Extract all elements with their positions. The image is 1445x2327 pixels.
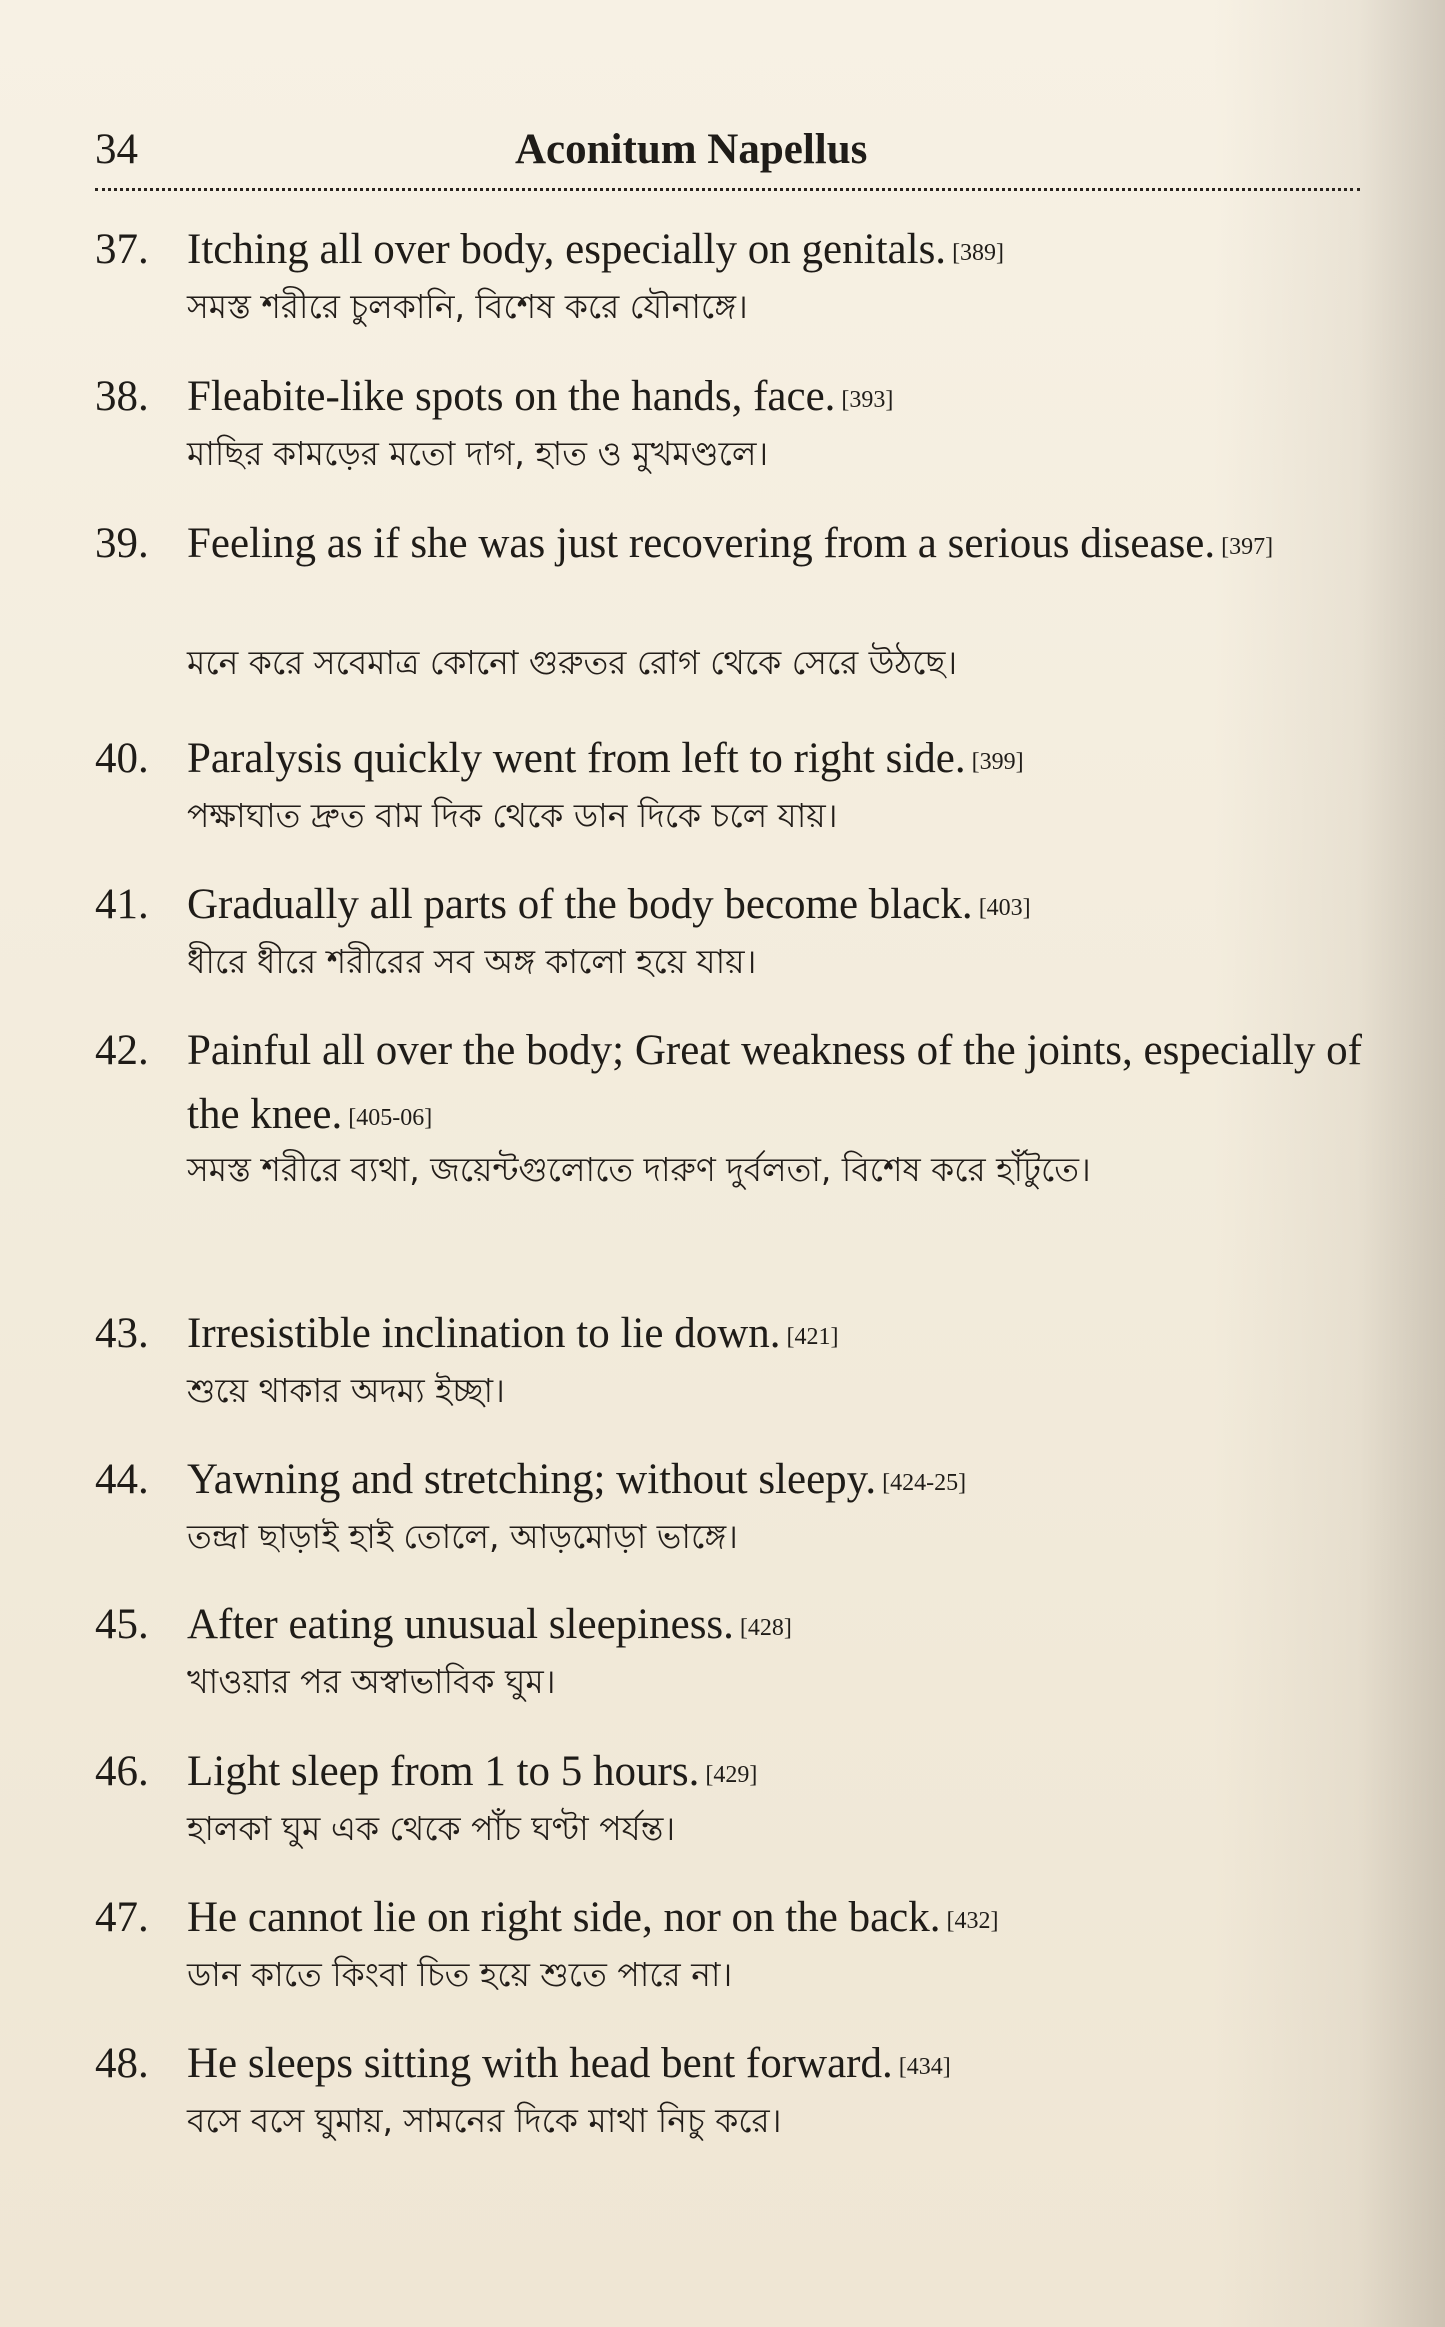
symptom-english-text: He cannot lie on right side, nor on the back. [187,1894,941,1941]
symptom-english [187,512,1362,582]
symptom-reference: [393] [841,387,894,413]
symptom-bengali: হালকা ঘুম এক থেকে পাঁচ ঘণ্টা পর্যন্ত। [187,1809,676,1848]
symptom-number: 38. [95,373,149,420]
symptom-reference: [432] [946,1908,999,1934]
symptom-english-text: Feeling as if she was just recovering from a serious disease. [187,520,1216,567]
symptom-bengali: মাছির কামড়ের মতো দাগ, হাত ও মুখমণ্ডলে। [187,434,769,473]
symptom-bengali: ডান কাতে কিংবা চিত হয়ে শুতে পারে না। [187,1955,733,1994]
symptom-english-text: He sleeps sitting with head bent forward. [187,2040,893,2087]
symptom-bengali: তন্দ্রা ছাড়াই হাই তোলে, আড়মোড়া ভাঙ্গে। [187,1517,738,1556]
symptom-reference: [405-06] [348,1105,433,1131]
page-header [95,118,1360,192]
symptom-bengali: বসে বসে ঘুমায়, সামনের দিকে মাথা নিচু করে। [187,2101,782,2140]
symptom-reference: [428] [739,1615,792,1641]
symptom-number: 44. [95,1456,149,1503]
symptom-entry-41 [95,873,1365,1005]
symptom-entry-48 [95,2032,1365,2164]
symptom-entry-39 [95,512,1365,682]
symptom-reference: [429] [705,1762,758,1788]
symptom-english-text: Gradually all parts of the body become black. [187,881,973,928]
page-number: 34 [95,126,138,173]
symptom-list [95,218,1365,2258]
symptom-bengali: সমস্ত শরীরে ব্যথা, জয়েন্টগুলোতে দারুণ দুর্বলতা, বিশেষ করে হাঁটুতে। [187,1150,1091,1189]
symptom-reference: [399] [971,749,1024,775]
symptom-entry-38 [95,365,1365,497]
symptom-number: 37. [95,226,149,273]
symptom-number: 43. [95,1310,149,1357]
symptom-english-text: Yawning and stretching; without sleepy. [187,1456,877,1503]
symptom-english-text: Light sleep from 1 to 5 hours. [187,1748,700,1795]
symptom-reference: [403] [978,895,1031,921]
symptom-entry-43 [95,1302,1365,1434]
symptom-bengali: শুয়ে থাকার অদম্য ইচ্ছা। [187,1371,505,1410]
symptom-english-text: Itching all over body, especially on genitals. [187,226,947,273]
header-dotted-rule [95,188,1360,191]
symptom-entry-37 [95,218,1365,350]
symptom-number: 41. [95,881,149,928]
symptom-english [187,1019,1362,1153]
symptom-reference: [389] [952,240,1005,266]
symptom-entry-45 [95,1593,1365,1725]
running-title: Aconitum Napellus [515,126,868,173]
symptom-reference: [397] [1221,534,1274,560]
symptom-number: 48. [95,2040,149,2087]
symptom-number: 46. [95,1748,149,1795]
symptom-bengali: খাওয়ার পর অস্বাভাবিক ঘুম। [187,1662,556,1701]
symptom-english-text: Irresistible inclination to lie down. [187,1310,781,1357]
symptom-reference: [421] [786,1324,839,1350]
symptom-number: 39. [95,520,149,567]
symptom-english-text: Paralysis quickly went from left to right side. [187,735,966,782]
symptom-entry-47 [95,1886,1365,2018]
symptom-number: 42. [95,1027,149,1074]
symptom-entry-42 [95,1019,1365,1249]
symptom-entry-44 [95,1448,1365,1580]
symptom-entry-40 [95,727,1365,859]
symptom-bengali: ধীরে ধীরে শরীরের সব অঙ্গ কালো হয়ে যায়। [187,942,757,981]
symptom-number: 40. [95,735,149,782]
symptom-english-text: After eating unusual sleepiness. [187,1601,734,1648]
symptom-bengali: সমস্ত শরীরে চুলকানি, বিশেষ করে যৌনাঙ্গে। [187,287,748,326]
symptom-reference: [434] [898,2054,951,2080]
symptom-entry-46 [95,1740,1365,1872]
symptom-number: 45. [95,1601,149,1648]
symptom-bengali: মনে করে সবেমাত্র কোনো গুরুতর রোগ থেকে সেরে উঠছে। [187,643,958,682]
symptom-bengali: পক্ষাঘাত দ্রুত বাম দিক থেকে ডান দিকে চলে যায়। [187,796,838,835]
symptom-english-text: Painful all over the body; Great weakness of the joints, especially of the knee. [187,1027,1363,1138]
symptom-number: 47. [95,1894,149,1941]
symptom-english-text: Fleabite-like spots on the hands, face. [187,373,836,420]
symptom-reference: [424-25] [882,1470,967,1496]
